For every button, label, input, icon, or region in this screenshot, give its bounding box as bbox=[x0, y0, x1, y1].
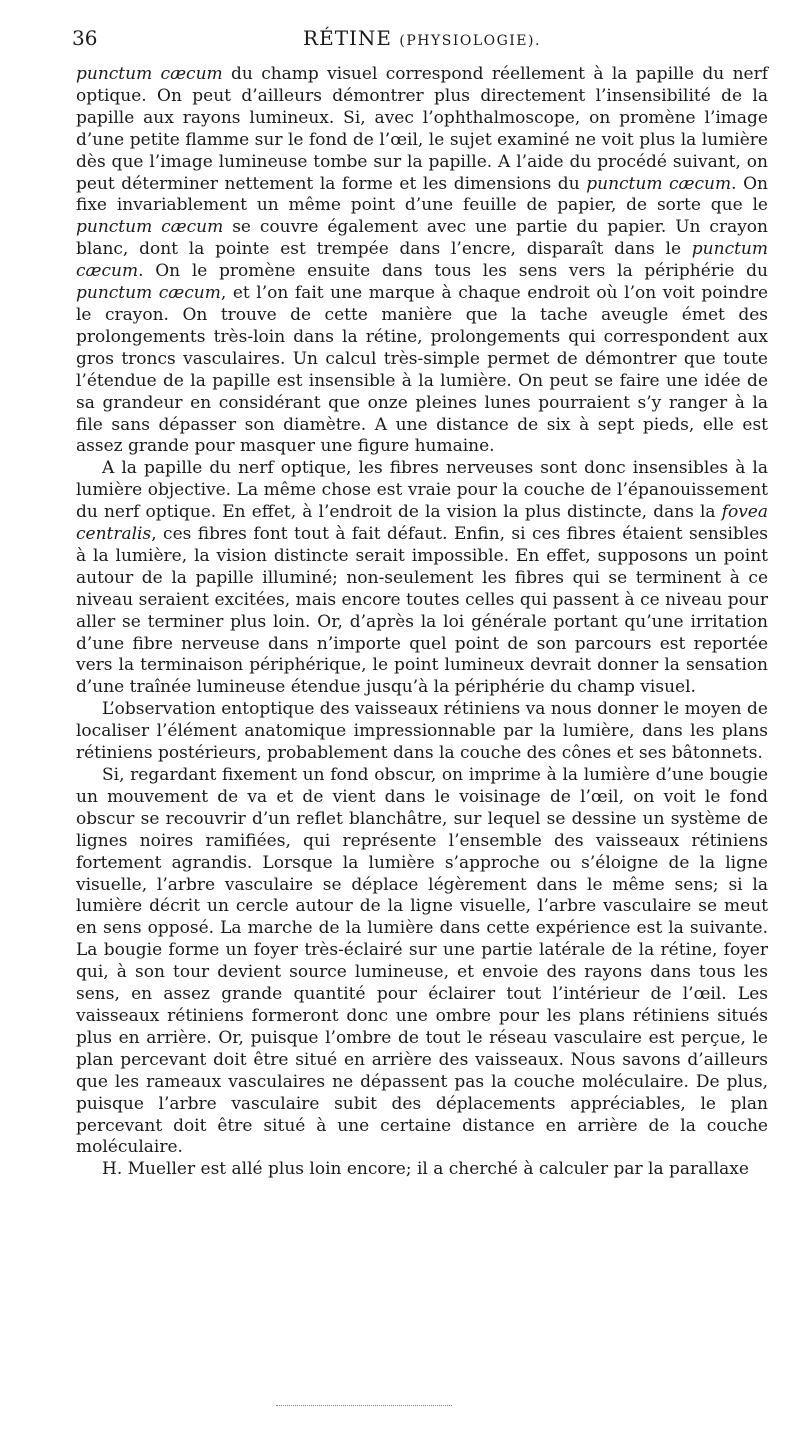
text-run: , et l’on fait une marque à chaque endroit où l’on voit poindre le crayon. On trouve de cette manière que la tache aveugle émet des prolongements très-loin dans la rétine, prolongements qui correspondent aux gros troncs vasculaires. Un calcul très-simple permet de démontrer que toute l’étendue de la papille est insensible à la lumière. On peut se faire une idée de sa grandeur en considérant que onze pleines lunes pourraient s’y ranger à la file sans dépasser son diamètre. A une distance de six à sept pieds, elle est assez grande pour masquer une figure humaine. bbox=[76, 283, 768, 457]
paragraph bbox=[76, 1159, 768, 1181]
text-run: , ces fibres font tout à fait défaut. Enfin, si ces fibres étaient sensibles à la lumière, la vision distincte serait impossible. En effet, supposons un point autour de la papille illuminé; non-seulement les fibres qui se terminent à ce niveau seraient excitées, mais encore toutes celles qui passent à ce niveau pour aller se terminer plus loin. Or, d’après la loi générale portant qu’une irritation d’une fibre nerveuse dans n’importe quel point de son parcours est reportée vers la terminaison périphérique, le point lumineux devrait donner la sensation d’une traînée lumineuse étendue jusqu’à la périphérie du champ visuel. bbox=[76, 524, 768, 698]
text-run: du champ visuel correspond réellement à la papille du nerf optique. On peut d’ailleurs démontrer plus directement l’insensibilité de la papille aux rayons lumineux. Si, avec l’ophthalmoscope, on promène l’image d’une petite flamme sur le fond de l’œil, le sujet examiné ne voit plus la lumière dès que l’image lumineuse tombe sur la papille. A l’aide du procédé suivant, on peut déterminer nettement la forme et les dimensions du bbox=[76, 64, 768, 194]
paragraph bbox=[76, 64, 768, 458]
text-run: . On le promène ensuite dans tous les sens vers la périphérie du bbox=[138, 261, 768, 282]
text-run: A la papille du nerf optique, les fibres nerveuses sont donc insensibles à la lumière objective. La même chose est vraie pour la couche de l’épanouissement du nerf optique. En effet, à l’endroit de la vision la plus distincte, dans la bbox=[76, 458, 768, 523]
running-title bbox=[76, 26, 768, 50]
text-run: H. Mueller est allé plus loin encore; il a cherché à calculer par la parallaxe bbox=[102, 1159, 749, 1180]
paragraph bbox=[76, 765, 768, 1159]
text-run: L’observation entoptique des vaisseaux rétiniens va nous donner le moyen de localiser l’élément anatomique impressionnable par la lumière, dans les plans rétiniens postérieurs, probablement dans la couche des cônes et ses bâtonnets. bbox=[76, 699, 768, 764]
running-title-sub: (PHYSIOLOGIE). bbox=[399, 33, 541, 49]
paragraph bbox=[76, 458, 768, 699]
footer-dotted-rule bbox=[276, 1405, 452, 1406]
running-header bbox=[72, 26, 768, 56]
paragraph bbox=[76, 699, 768, 765]
running-title-main: RÉTINE bbox=[303, 26, 393, 50]
text-run: Si, regardant fixement un fond obscur, on imprime à la lumière d’une bougie un mouvement de va et de vient dans le voisinage de l’œil, on voit le fond obscur se recouvrir d’un reflet blanchâtre, sur lequel se dessine un système de lignes noires ramifiées, qui représente l’ensemble des vaisseaux rétiniens fortement agrandis. Lorsque la lumière s’approche ou s’éloigne de la ligne visuelle, l’arbre vasculaire se déplace légèrement dans le même sens; si la lumière décrit un cercle autour de la ligne visuelle, l’arbre vasculaire se meut en sens opposé. La marche de la lumière dans cette expérience est la suivante. La bougie forme un foyer très-éclairé sur une partie latérale de la rétine, foyer qui, à son tour devient source lumineuse, et envoie des rayons dans tous les sens, en assez grande quantité pour éclairer tout l’intérieur de l’œil. Les vaisseaux rétiniens formeront donc une ombre pour les plans rétiniens situés plus en arrière. Or, puisque l’ombre de tout le réseau vasculaire est perçue, le plan percevant doit être situé en arrière des vaisseaux. Nous savons d’ailleurs que les rameaux vasculaires ne dépassent pas la couche moléculaire. De plus, puisque l’arbre vasculaire subit des déplacements appréciables, le plan percevant doit être situé à une certaine distance en arrière de la couche moléculaire. bbox=[76, 765, 768, 1158]
page-number: 36 bbox=[72, 26, 98, 50]
italic-term: punctum cæcum bbox=[76, 64, 223, 84]
italic-term: punctum cæcum bbox=[76, 217, 224, 238]
text-run: . On fixe invariablement un même point d’une feuille de papier, de sorte que le bbox=[76, 173, 769, 216]
italic-term: punctum cæcum bbox=[76, 239, 768, 282]
italic-term: fovea centralis bbox=[76, 502, 768, 545]
text-run: se couvre également avec une partie du papier. Un crayon blanc, dont la pointe est trempée dans l’encre, disparaît dans le bbox=[76, 217, 768, 260]
italic-term: punctum cæcum bbox=[76, 283, 221, 304]
body-text bbox=[76, 64, 768, 1181]
italic-term: punctum cæcum bbox=[586, 173, 732, 194]
page bbox=[72, 26, 769, 1181]
